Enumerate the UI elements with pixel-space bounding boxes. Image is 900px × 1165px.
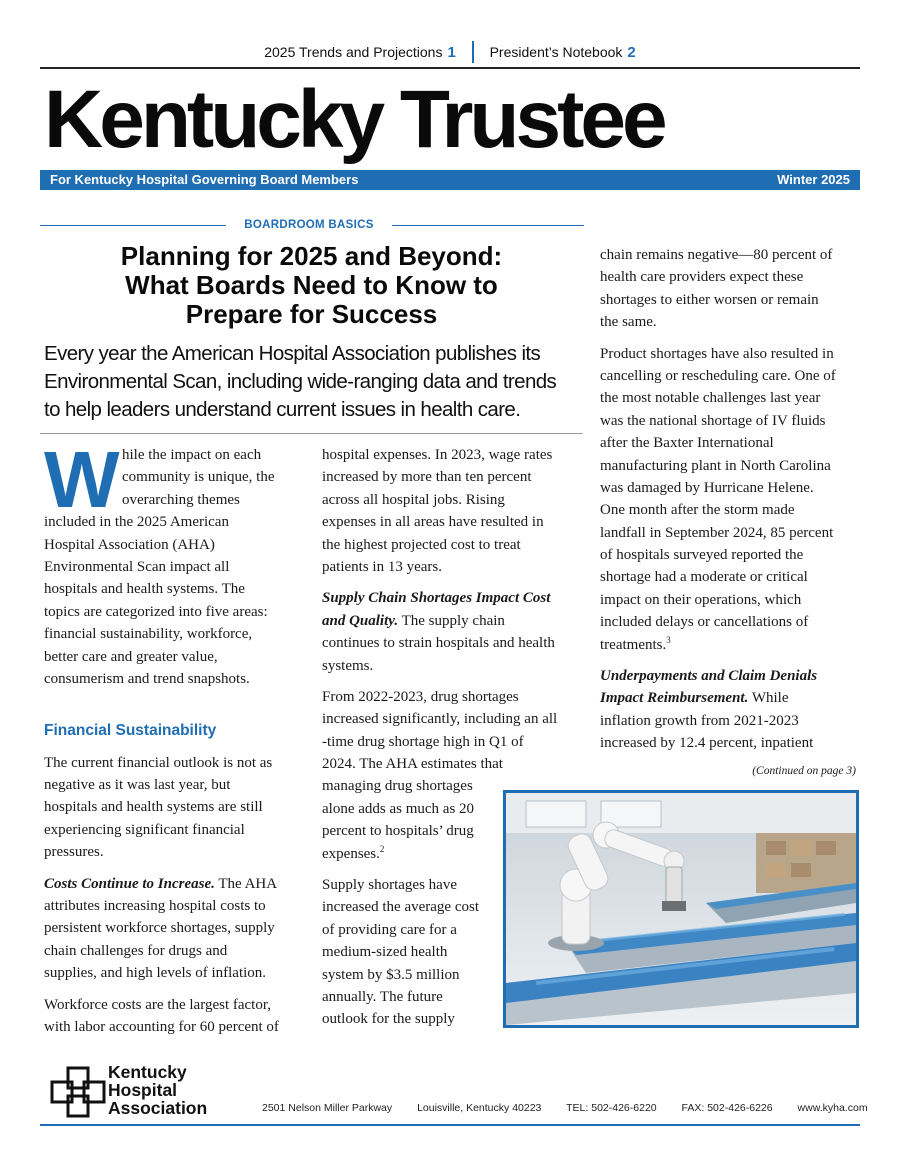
body-line: medium-sized health	[322, 944, 448, 961]
footnote-ref[interactable]: 2	[379, 843, 385, 854]
body-line: community is unique, the	[122, 469, 275, 486]
deck-line: Environmental Scan, including wide-ranging data and trends	[44, 370, 557, 393]
run-in-heading: and Quality.	[322, 612, 399, 629]
body-line: financial sustainability, workforce,	[44, 626, 253, 643]
body-line: was the national shortage of IV fluids	[600, 412, 826, 429]
body-line: Workforce costs are the largest factor,	[44, 996, 271, 1013]
body-line: outlook for the supply	[322, 1011, 455, 1028]
nav-item-presidents-notebook[interactable]: President’s Notebook	[489, 44, 623, 60]
body-line: hospitals and health systems are still	[44, 799, 263, 816]
body-line: health care providers expect these	[600, 269, 804, 286]
section-label: BOARDROOM BASICS	[244, 219, 374, 231]
body-line: hospital expenses. In 2023, wage rates	[322, 447, 553, 463]
body-line: experiencing significant financial	[44, 821, 245, 838]
body-line: continues to strain hospitals and health	[322, 635, 555, 652]
footer-street-address: 2501 Nelson Miller Parkway	[262, 1102, 393, 1114]
body-line: with labor accounting for 60 percent of	[44, 1018, 279, 1035]
body-line: shortage had a moderate or critical	[600, 569, 808, 586]
nav-item-presidents-notebook-page: 2	[627, 43, 636, 61]
body-line: landfall in September 2024, 85 percent	[600, 524, 834, 541]
body-line: patients in 13 years.	[322, 558, 442, 575]
run-in-heading: Supply Chain Shortages Impact Cost	[322, 590, 551, 607]
deck-rule	[40, 433, 583, 434]
body-line: chain challenges for drugs and	[44, 942, 228, 959]
bottom-rule	[40, 1124, 860, 1126]
body-line: -time drug shortage high in Q1 of	[322, 733, 524, 750]
body-line: impact on their operations, which	[600, 591, 802, 608]
body-line: increased significantly, including an all	[322, 711, 558, 728]
body-text: The supply chain	[398, 612, 505, 629]
body-text: expenses.	[322, 845, 380, 862]
kha-logo-text	[108, 1063, 207, 1117]
body-line: From 2022-2023, drug shortages	[322, 688, 519, 705]
body-line: pressures.	[44, 844, 104, 861]
body-line: increased by 12.4 percent, inpatient	[600, 735, 814, 752]
body-line	[600, 634, 862, 656]
continued-note[interactable]: (Continued on page 3)	[752, 765, 856, 777]
run-in-heading: Underpayments and Claim Denials	[600, 668, 818, 685]
body-line: across all hospital jobs. Rising	[322, 491, 505, 508]
footer-city: Louisville, Kentucky 40223	[417, 1102, 542, 1114]
body-line: Product shortages have also resulted in	[600, 345, 834, 362]
headline-line: What Boards Need to Know to	[125, 270, 498, 300]
body-line: the same.	[600, 314, 657, 331]
body-line: One month after the storm made	[600, 502, 795, 519]
audience-label: For Kentucky Hospital Governing Board Members	[50, 172, 359, 187]
body-line: negative as it was last year, but	[44, 777, 231, 794]
body-line: expenses in all areas have resulted in	[322, 514, 544, 531]
top-navigation	[0, 41, 900, 63]
logo-line: Kentucky	[108, 1062, 187, 1082]
drop-cap: W	[44, 435, 120, 524]
article-deck	[44, 340, 584, 424]
article-headline	[40, 242, 583, 329]
body-line: percent to hospitals’ drug	[322, 823, 474, 840]
body-line: of providing care for a	[322, 921, 457, 938]
body-line: consumerism and trend snapshots.	[44, 670, 250, 687]
body-line	[44, 873, 306, 895]
body-line: cancelling or rescheduling care. One of	[600, 367, 836, 384]
body-line: Supply shortages have	[322, 877, 457, 894]
footer-website-link[interactable]: www.kyha.com	[797, 1102, 868, 1114]
factory-robot-photo	[503, 790, 859, 1028]
body-line: of hospitals surveyed reported the	[600, 547, 804, 564]
section-rule-left	[40, 225, 226, 226]
robot-arm-conveyor-illustration	[506, 793, 856, 1025]
body-line	[600, 687, 862, 709]
body-line: increased the average cost	[322, 899, 479, 916]
body-line: The current financial outlook is not as	[44, 754, 273, 771]
body-line: hospitals and health systems. The	[44, 581, 245, 598]
footer-fax: FAX: 502-426-6226	[681, 1102, 773, 1114]
body-text: The AHA	[214, 875, 278, 892]
subtitle-bar	[40, 170, 860, 190]
footer-telephone: TEL: 502-426-6220	[566, 1102, 657, 1114]
article-column-3	[600, 244, 862, 755]
body-line: Hospital Association (AHA)	[44, 536, 215, 553]
body-line: system by $3.5 million	[322, 966, 460, 983]
body-text: While	[748, 690, 789, 707]
body-line: shortages to either worsen or remain	[600, 291, 819, 308]
body-line: managing drug shortages	[322, 778, 473, 795]
body-line: better care and greater value,	[44, 648, 218, 665]
body-line: after the Baxter International	[600, 435, 774, 452]
run-in-heading: Costs Continue to Increase.	[44, 875, 215, 892]
headline-line: Planning for 2025 and Beyond:	[120, 241, 503, 271]
body-line: chain remains negative—80 percent of	[600, 247, 833, 263]
nav-item-trends[interactable]: 2025 Trends and Projections	[264, 44, 443, 60]
logo-line: Hospital	[108, 1080, 178, 1100]
deck-line: to help leaders understand current issues in health care.	[44, 398, 521, 421]
issue-date: Winter 2025	[777, 172, 850, 187]
subheading-financial-sustainability: Financial Sustainability	[44, 722, 217, 740]
body-line: the highest projected cost to treat	[322, 536, 521, 553]
body-line: systems.	[322, 657, 374, 674]
body-line: attributes increasing hospital costs to	[44, 898, 266, 915]
body-line: annually. The future	[322, 988, 443, 1005]
body-line: manufacturing plant in North Carolina	[600, 457, 831, 474]
section-rule-right	[392, 225, 584, 226]
body-line: Environmental Scan impact all	[44, 558, 230, 575]
footnote-ref[interactable]: 3	[666, 634, 671, 645]
body-line: persistent workforce shortages, supply	[44, 920, 275, 937]
body-line	[322, 610, 584, 632]
headline-line: Prepare for Success	[185, 299, 438, 329]
body-line: alone adds as much as 20	[322, 800, 475, 817]
body-line: included in the 2025 American	[44, 514, 229, 531]
run-in-heading: Impact Reimbursement.	[600, 690, 749, 707]
body-line: the most notable challenges last year	[600, 390, 821, 407]
body-text: treatments.	[600, 636, 667, 653]
body-line: hile the impact on each	[122, 447, 262, 463]
deck-line: Every year the American Hospital Association publishes its	[44, 342, 541, 365]
footer-contact	[262, 1102, 890, 1114]
nav-divider	[472, 41, 474, 63]
body-line: increased by more than ten percent	[322, 469, 532, 486]
nav-item-trends-page: 1	[447, 43, 456, 61]
top-rule	[40, 67, 860, 69]
body-line: 2024. The AHA estimates that	[322, 756, 503, 773]
body-line: supplies, and high levels of inflation.	[44, 965, 267, 982]
body-line: overarching themes	[122, 491, 240, 508]
body-line: inflation growth from 2021-2023	[600, 712, 799, 729]
body-line: was damaged by Hurricane Helene.	[600, 479, 814, 496]
body-line: topics are categorized into five areas:	[44, 603, 268, 620]
logo-line: Association	[108, 1098, 208, 1118]
article-column-1	[44, 435, 306, 1038]
masthead-title: Kentucky Trustee	[44, 74, 664, 165]
body-line: included delays or cancellations of	[600, 614, 809, 631]
